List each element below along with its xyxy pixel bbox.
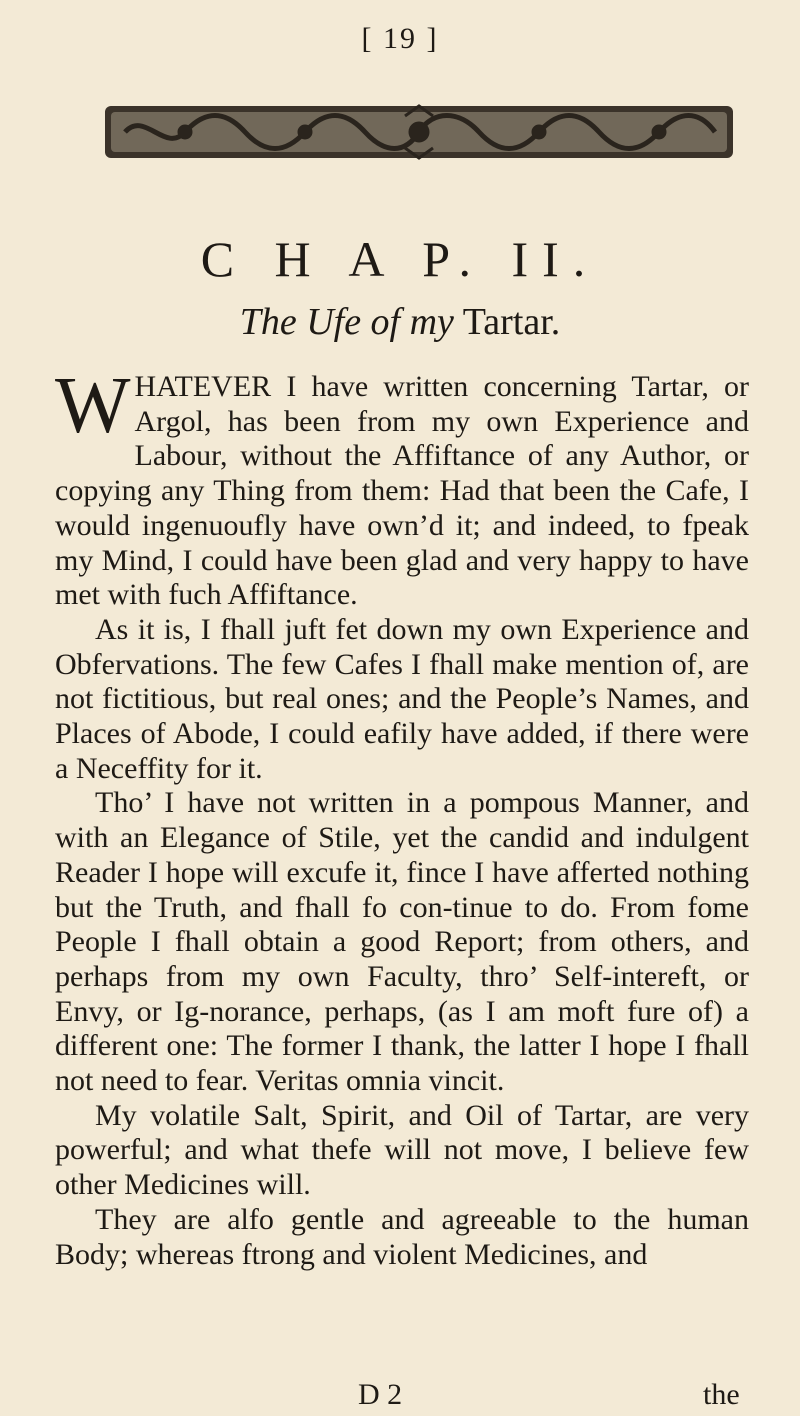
- headpiece-ornament-icon: [105, 92, 733, 172]
- chapter-heading: C H A P. II.: [200, 231, 600, 287]
- page-number: [ 19 ]: [361, 22, 439, 55]
- paragraph-text: HATEVER I have written concerning Tartar, or Argol, has been from my own Experience and Labour, without the Affiftance of any Author, or copying any Thing from them: Had that been the Cafe, I would ingenuoufly have own’d it; and indeed, to fpeak my Mind, I could have been glad and very happy to have met with fuch Affiftance.: [55, 370, 749, 612]
- chapter-subtitle: [0, 300, 800, 344]
- paragraph: My volatile Salt, Spirit, and Oil of Tartar, are very powerful; and what thefe will not move, I believe few other Medicines will.: [55, 1098, 749, 1202]
- paragraph: Tho’ I have not written in a pompous Manner, and with an Elegance of Stile, yet the candid and indulgent Reader I hope will excufe it, fince I have afferted nothing but the Truth, and fhall fo con-tinue to do. From fome People I fhall obtain a good Report; from others, and perhaps from my own Faculty, thro’ Self-intereft, or Envy, or Ig-norance, perhaps, (as I am moft fure of) a different one: The former I thank, the latter I hope I fhall not need to fear. Veritas omnia vincit.: [55, 786, 749, 1098]
- body-text: [55, 362, 749, 1272]
- paragraph: They are alfo gentle and agreeable to the human Body; whereas ftrong and violent Medicines, and: [55, 1202, 749, 1271]
- page-footer: [0, 1378, 800, 1414]
- subtitle-italic: The Ufe of my: [239, 301, 454, 343]
- catchword: the: [703, 1378, 740, 1411]
- signature-mark: D 2: [358, 1378, 403, 1411]
- paragraph: [55, 362, 749, 613]
- paragraph: As it is, I fhall juft fet down my own Experience and Obfervations. The few Cafes I fhall make mention of, are not fictitious, but real ones; and the People’s Names, and Places of Abode, I could eafily have added, if there were a Neceffity for it.: [55, 612, 749, 785]
- drop-cap: W: [55, 362, 131, 450]
- subtitle-roman: Tartar.: [462, 301, 561, 343]
